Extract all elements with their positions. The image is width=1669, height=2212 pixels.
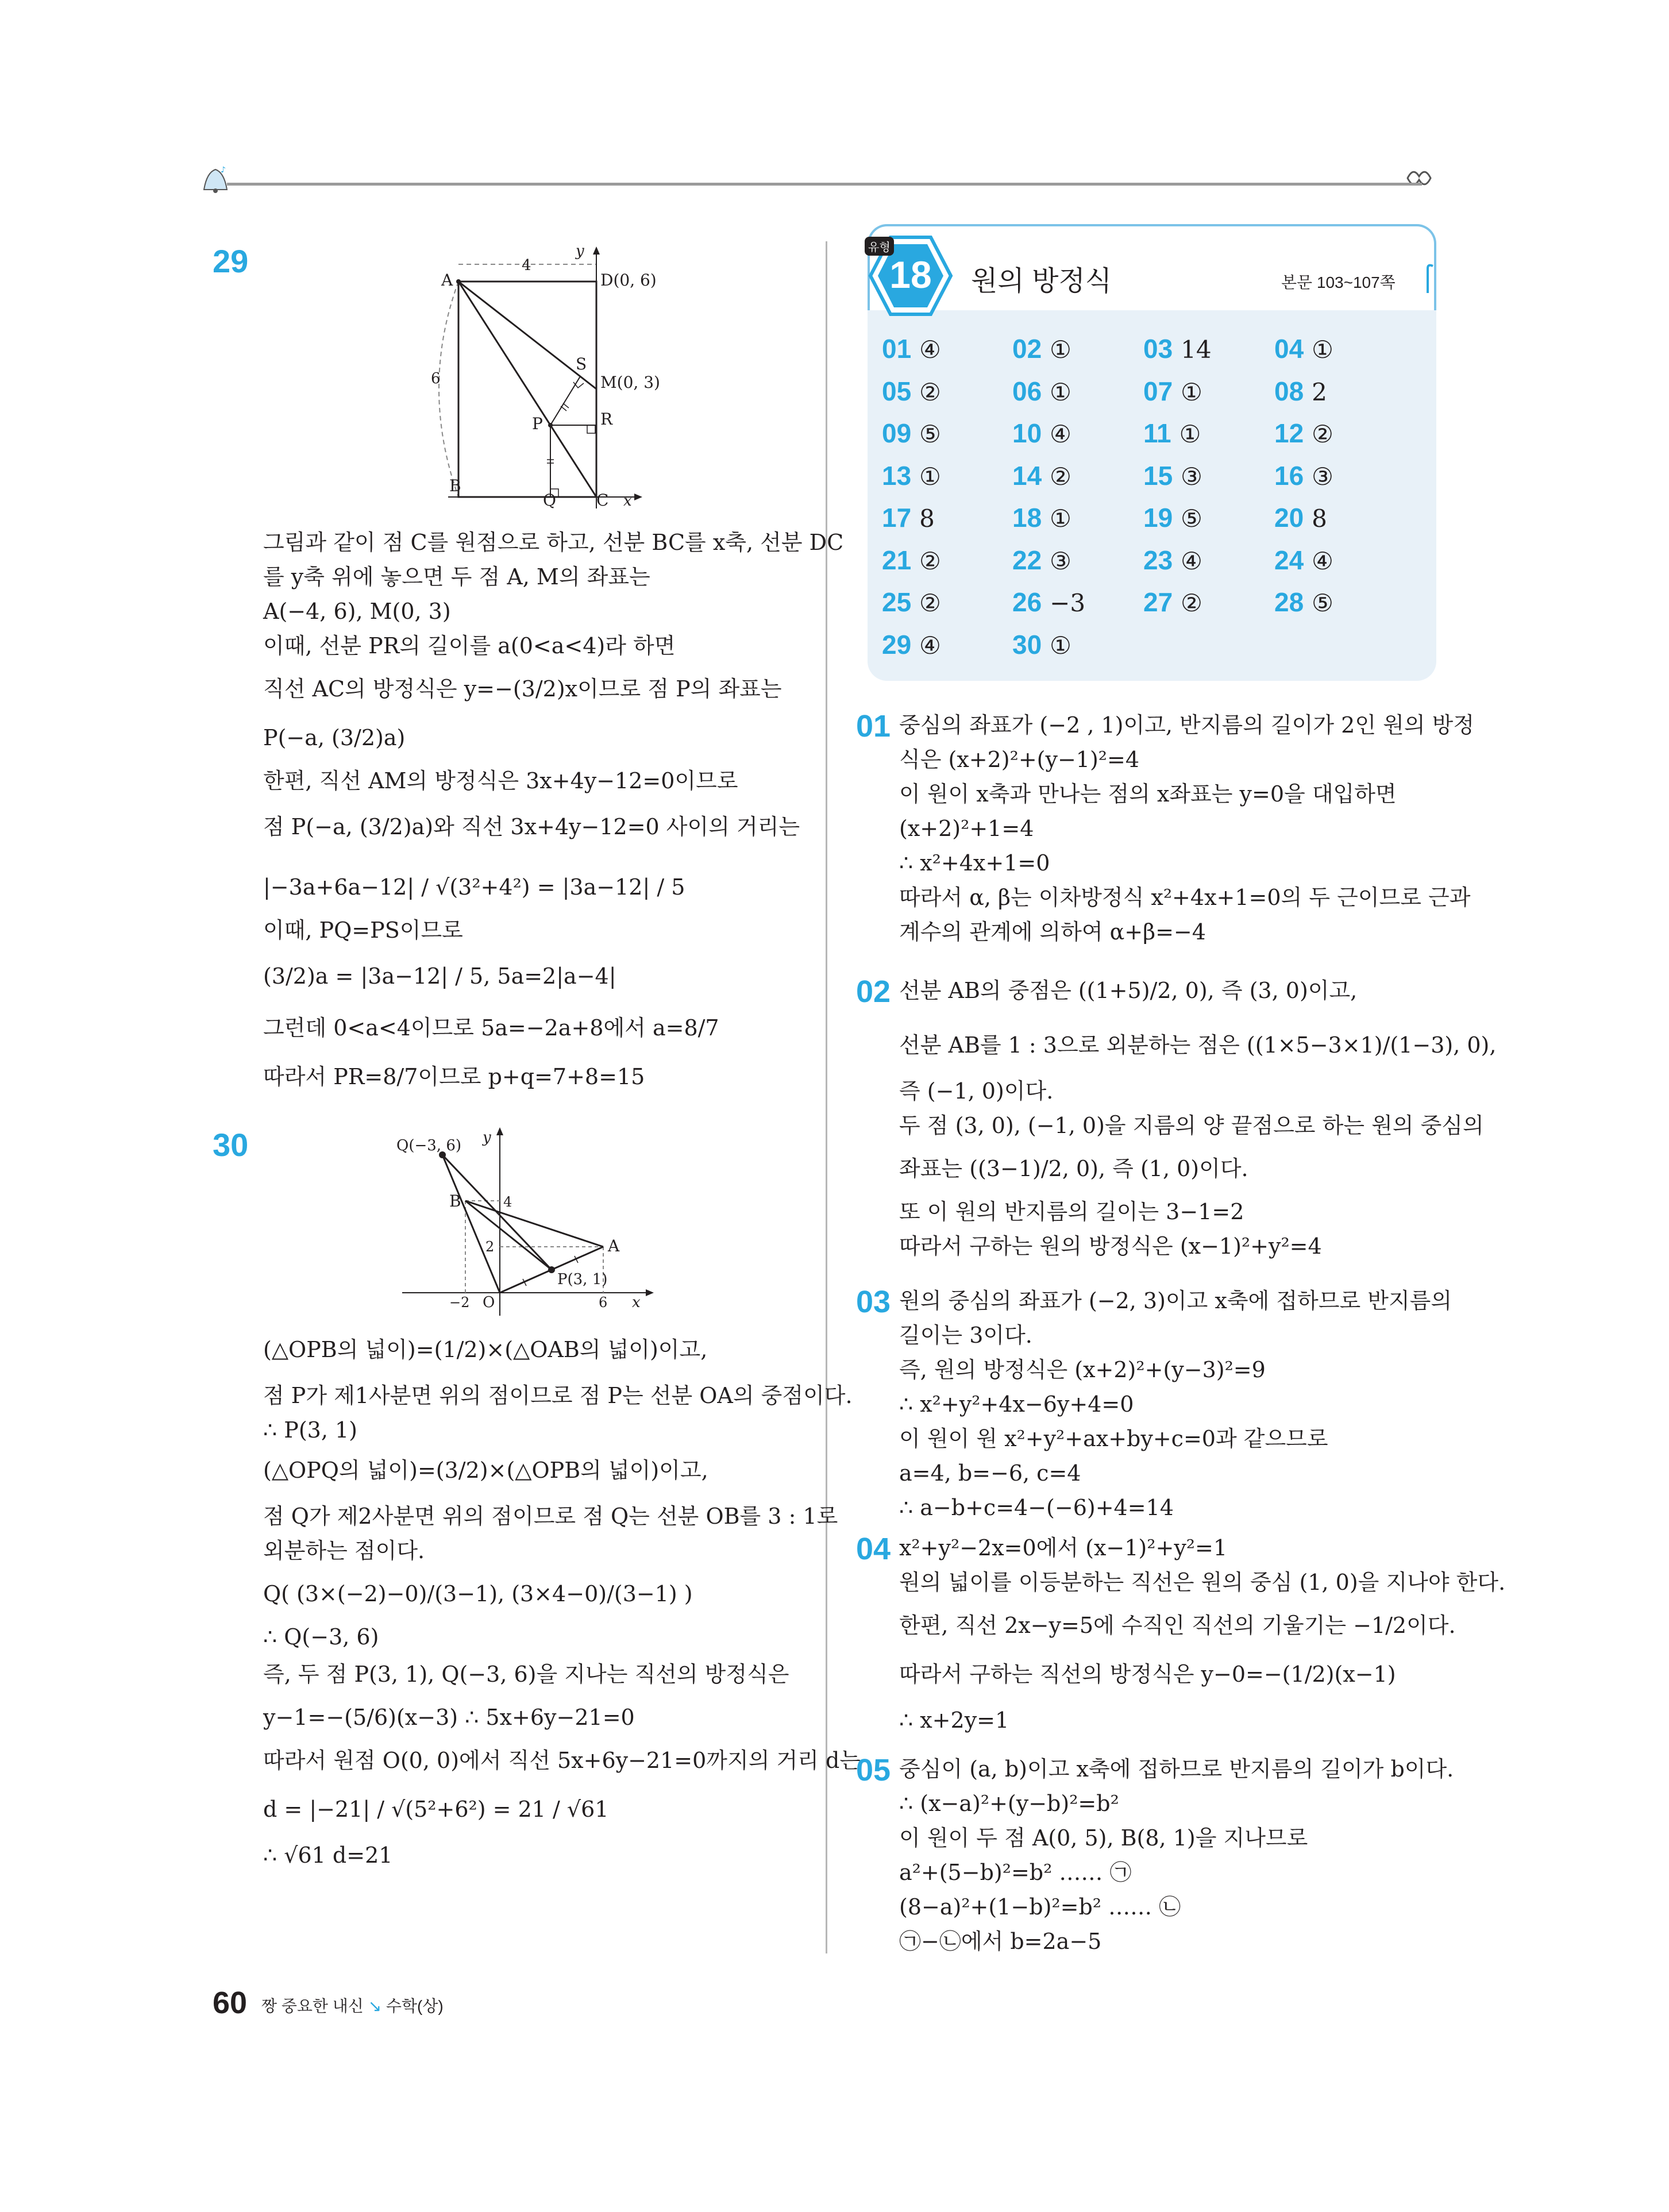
fig30-label-m2: −2	[449, 1294, 470, 1311]
answer-number: 07	[1143, 376, 1173, 406]
unit-pages: 본문 103~107쪽	[1281, 273, 1396, 291]
fig29-label-S: S	[576, 354, 587, 373]
ribbon-icon	[1402, 164, 1436, 192]
p29-line-5: P(−a, (3/2)a)	[263, 725, 406, 750]
s01-line-3: (x+2)²+1=4	[899, 816, 1034, 841]
answer-item	[1012, 629, 1071, 660]
p30-line-8: 즉, 두 점 P(3, 1), Q(−3, 6)을 지나는 직선의 방정식은	[263, 1662, 789, 1687]
answer-value: ⑤	[1181, 504, 1202, 533]
header-rule	[227, 183, 1422, 186]
answer-value: 8	[919, 504, 935, 533]
answer-value: ①	[1312, 336, 1333, 364]
answer-item	[1143, 460, 1202, 491]
fig29-label-R: R	[600, 410, 613, 429]
p30-line-12: ∴ √61 d=21	[263, 1843, 393, 1868]
answer-item	[1012, 587, 1085, 618]
fig29-label-C: C	[596, 491, 609, 508]
answer-item	[882, 418, 941, 449]
answer-value: 8	[1312, 504, 1327, 533]
solution-01-number: 01	[856, 709, 891, 743]
answer-number: 16	[1274, 460, 1304, 491]
page-number: 60	[213, 1986, 248, 2020]
answer-item	[1274, 460, 1333, 491]
answer-item	[1143, 502, 1202, 533]
s05-line-5: ㉠−㉡에서 b=2a−5	[899, 1929, 1102, 1954]
s02-line-6: 따라서 구하는 원의 방정식은 (x−1)²+y²=4	[899, 1234, 1322, 1259]
answer-value: ③	[1050, 546, 1071, 575]
p30-line-4: 점 Q가 제2사분면 위의 점이므로 점 Q는 선분 OB를 3 : 1로	[263, 1504, 838, 1529]
answer-value: ②	[1312, 420, 1333, 448]
p29-line-4: 직선 AC의 방정식은 y=−(3/2)x이므로 점 P의 좌표는	[263, 676, 782, 702]
answer-item	[1012, 333, 1071, 364]
answer-number: 14	[1012, 460, 1042, 491]
solution-05-number: 05	[856, 1753, 891, 1787]
fig30-label-2: 2	[485, 1239, 495, 1255]
answer-number: 19	[1143, 503, 1173, 533]
answer-item	[1143, 376, 1202, 407]
s03-line-0: 원의 중심의 좌표가 (−2, 3)이고 x축에 접하므로 반지름의	[899, 1288, 1452, 1313]
s01-line-6: 계수의 관계에 의하여 α+β=−4	[899, 919, 1206, 945]
p30-line-6: Q( (3×(−2)−0)/(3−1), (3×4−0)/(3−1) )	[263, 1581, 693, 1606]
answer-value: ①	[1179, 420, 1201, 448]
s04-line-2: 한편, 직선 2x−y=5에 수직인 직선의 기울기는 −1/2이다.	[899, 1613, 1456, 1638]
s02-line-5: 또 이 원의 반지름의 길이는 3−1=2	[899, 1199, 1244, 1224]
s05-line-1: ∴ (x−a)²+(y−b)²=b²	[899, 1791, 1119, 1816]
answer-number: 30	[1012, 629, 1042, 660]
fig29-label-M: M(0, 3)	[600, 373, 660, 392]
answer-number: 06	[1012, 376, 1042, 406]
s03-line-3: ∴ x²+y²+4x−6y+4=0	[899, 1392, 1134, 1417]
answer-item	[1274, 376, 1327, 407]
answer-value: ②	[919, 546, 941, 575]
figure-29	[425, 244, 678, 508]
fig30-label-P: P(3, 1)	[557, 1271, 608, 1288]
answer-item	[1012, 460, 1071, 491]
answer-item	[882, 460, 941, 491]
answer-value: ④	[1312, 546, 1333, 575]
answer-value: ④	[1050, 420, 1071, 448]
answer-value: ④	[1181, 546, 1202, 575]
answer-item	[1274, 502, 1327, 533]
fig30-label-B: B	[449, 1192, 461, 1211]
answer-value: ②	[919, 377, 941, 406]
p30-line-3: (△OPQ의 넓이)=(3/2)×(△OPB의 넓이)이고,	[263, 1458, 708, 1483]
answer-value: −3	[1050, 589, 1086, 617]
p30-line-5: 외분하는 점이다.	[263, 1538, 425, 1563]
answer-number: 05	[882, 376, 912, 406]
answer-number: 25	[882, 587, 912, 617]
answer-item	[882, 333, 941, 364]
answer-number: 12	[1274, 418, 1304, 448]
column-divider	[826, 241, 827, 1953]
unit-title: 원의 방정식	[971, 266, 1112, 296]
fig30-label-Q: Q(−3, 6)	[396, 1137, 462, 1154]
p30-line-11: d = |−21| / √(5²+6²) = 21 / √61	[263, 1797, 609, 1822]
answer-item	[882, 545, 941, 576]
p30-line-2: ∴ P(3, 1)	[263, 1417, 357, 1443]
s04-line-0: x²+y²−2x=0에서 (x−1)²+y²=1	[899, 1535, 1228, 1560]
problem-29-number: 29	[213, 243, 249, 279]
fig30-label-A: A	[608, 1236, 620, 1255]
s05-line-0: 중심이 (a, b)이고 x축에 접하므로 반지름의 길이가 b이다.	[899, 1756, 1454, 1782]
answer-value: ③	[1312, 462, 1333, 491]
fig30-label-4: 4	[503, 1194, 512, 1210]
answer-value: ①	[1181, 377, 1202, 406]
answer-value: ⑤	[919, 420, 941, 448]
s01-line-4: ∴ x²+4x+1=0	[899, 850, 1050, 876]
answer-item	[1012, 502, 1071, 533]
answer-value: ②	[1181, 589, 1202, 617]
fig29-label-B: B	[449, 476, 461, 495]
answer-number: 13	[882, 460, 912, 491]
answer-value: ①	[1050, 336, 1071, 364]
answer-value: 2	[1312, 377, 1327, 406]
p30-line-9: y−1=−(5/6)(x−3) ∴ 5x+6y−21=0	[263, 1705, 635, 1730]
answer-number: 10	[1012, 418, 1042, 448]
answer-item	[1012, 376, 1071, 407]
s01-line-0: 중심의 좌표가 (−2 , 1)이고, 반지름의 길이가 2인 원의 방정	[899, 712, 1475, 738]
s04-line-1: 원의 넓이를 이등분하는 직선은 원의 중심 (1, 0)을 지나야 한다.	[899, 1570, 1506, 1595]
s05-line-4: (8−a)²+(1−b)²=b² …… ㉡	[899, 1894, 1181, 1920]
answer-number: 20	[1274, 503, 1304, 533]
header-bar	[195, 161, 1436, 195]
s04-line-4: ∴ x+2y=1	[899, 1708, 1009, 1733]
footer-title	[261, 1994, 444, 2017]
p29-line-3: 이때, 선분 PR의 길이를 a(0<a<4)라 하면	[263, 633, 676, 658]
answer-number: 18	[1012, 503, 1042, 533]
fig29-label-Q: Q	[543, 491, 556, 508]
answer-number: 29	[882, 629, 912, 660]
answer-number: 24	[1274, 545, 1304, 575]
answer-item	[1012, 418, 1071, 449]
answer-value: ①	[1050, 504, 1071, 533]
s02-line-0: 선분 AB의 중점은 ((1+5)/2, 0), 즉 (3, 0)이고,	[899, 978, 1358, 1003]
fig29-label-D: D(0, 6)	[600, 271, 657, 290]
fig29-label-x: x	[623, 492, 632, 508]
answer-item	[1143, 545, 1202, 576]
answer-number: 01	[882, 334, 912, 364]
fig30-label-x: x	[632, 1294, 641, 1311]
answer-item	[1143, 333, 1212, 364]
p29-line-2: A(−4, 6), M(0, 3)	[263, 599, 451, 624]
s04-line-3: 따라서 구하는 직선의 방정식은 y−0=−(1/2)(x−1)	[899, 1662, 1396, 1687]
p29-line-12: 따라서 PR=8/7이므로 p+q=7+8=15	[263, 1064, 645, 1089]
solution-04-number: 04	[856, 1532, 891, 1566]
s01-line-1: 식은 (x+2)²+(y−1)²=4	[899, 747, 1140, 772]
p29-line-8: |−3a+6a−12| / √(3²+4²) = |3a−12| / 5	[263, 874, 685, 900]
answer-number: 02	[1012, 334, 1042, 364]
answer-item	[882, 629, 941, 660]
svg-text:♪: ♪	[221, 165, 226, 175]
answer-number: 09	[882, 418, 912, 448]
s01-line-2: 이 원이 x축과 만나는 점의 x좌표는 y=0을 대입하면	[899, 781, 1397, 807]
answer-value: ①	[1050, 631, 1071, 660]
answer-number: 04	[1274, 334, 1304, 364]
fig29-label-y: y	[576, 244, 584, 260]
answer-item	[1274, 545, 1333, 576]
problem-30-number: 30	[213, 1127, 249, 1163]
p29-line-0: 그림과 같이 점 C를 원점으로 하고, 선분 BC를 x축, 선분 DC	[263, 530, 844, 555]
answer-number: 03	[1143, 334, 1173, 364]
s03-line-5: a=4, b=−6, c=4	[899, 1460, 1081, 1486]
answer-number: 23	[1143, 545, 1173, 575]
answer-value: 14	[1181, 336, 1212, 364]
p29-line-7: 점 P(−a, (3/2)a)와 직선 3x+4y−12=0 사이의 거리는	[263, 814, 800, 839]
p29-line-9: 이때, PQ=PS이므로	[263, 918, 463, 943]
p30-line-1: 점 P가 제1사분면 위의 점이므로 점 P는 선분 OA의 중점이다.	[263, 1383, 853, 1408]
s03-line-6: ∴ a−b+c=4−(−6)+4=14	[899, 1495, 1174, 1520]
fig30-label-6: 6	[599, 1294, 608, 1311]
unit-badge-label: 유형	[865, 237, 894, 256]
answer-value: ⑤	[1312, 589, 1333, 617]
footer-title-a: 짱 중요한 내신	[261, 1997, 364, 2015]
p29-line-10: (3/2)a = |3a−12| / 5, 5a=2|a−4|	[263, 964, 616, 989]
figure-30	[396, 1126, 666, 1316]
p29-line-1: 를 y축 위에 놓으면 두 점 A, M의 좌표는	[263, 564, 650, 589]
answer-number: 11	[1143, 418, 1171, 448]
footer-title-b: 수학(상)	[386, 1997, 444, 2015]
s02-line-1: 선분 AB를 1 : 3으로 외분하는 점은 ((1×5−3×1)/(1−3), 0),	[899, 1032, 1497, 1058]
fig29-label-top: 4	[522, 257, 531, 274]
s05-line-2: 이 원이 두 점 A(0, 5), B(8, 1)을 지나므로	[899, 1825, 1308, 1851]
s02-line-3: 두 점 (3, 0), (−1, 0)을 지름의 양 끝점으로 하는 원의 중심의	[899, 1113, 1484, 1138]
answer-item	[1274, 333, 1333, 364]
s03-line-4: 이 원이 원 x²+y²+ax+by+c=0과 같으므로	[899, 1426, 1328, 1451]
bell-icon	[195, 161, 236, 195]
answer-value: ①	[1050, 377, 1071, 406]
s03-line-1: 길이는 3이다.	[899, 1323, 1032, 1348]
answer-value: ④	[919, 631, 941, 660]
answer-item	[1274, 587, 1333, 618]
footer-arrow-icon: ↘	[368, 1997, 382, 2015]
answer-item	[1143, 587, 1202, 618]
fig29-label-P: P	[532, 414, 543, 433]
answer-item	[1143, 418, 1201, 449]
answer-number: 22	[1012, 545, 1042, 575]
solution-03-number: 03	[856, 1285, 891, 1319]
fig29-label-A: A	[441, 271, 453, 290]
answer-number: 21	[882, 545, 912, 575]
answer-item	[882, 502, 935, 533]
answer-value: ②	[919, 589, 941, 617]
p29-line-6: 한편, 직선 AM의 방정식은 3x+4y−12=0이므로	[263, 768, 738, 793]
fig30-label-O: O	[483, 1294, 495, 1311]
answer-value: ④	[919, 336, 941, 364]
answer-item	[1274, 418, 1333, 449]
answer-item	[882, 587, 941, 618]
solution-02-number: 02	[856, 974, 891, 1009]
answer-number: 15	[1143, 460, 1173, 491]
s02-line-2: 즉 (−1, 0)이다.	[899, 1078, 1054, 1104]
fig30-label-y: y	[483, 1129, 491, 1146]
p30-line-0: (△OPB의 넓이)=(1/2)×(△OAB의 넓이)이고,	[263, 1337, 708, 1362]
answer-number: 27	[1143, 587, 1173, 617]
fig29-label-side: 6	[431, 370, 441, 387]
answer-number: 28	[1274, 587, 1304, 617]
answer-number: 08	[1274, 376, 1304, 406]
answer-number: 26	[1012, 587, 1042, 617]
answer-item	[882, 376, 941, 407]
answer-number: 17	[882, 503, 912, 533]
s05-line-3: a²+(5−b)²=b² …… ㉠	[899, 1860, 1132, 1885]
answer-value: ②	[1050, 462, 1071, 491]
header-curl-icon	[1419, 261, 1436, 296]
answer-value: ③	[1181, 462, 1202, 491]
p30-line-7: ∴ Q(−3, 6)	[263, 1624, 379, 1650]
answer-value: ①	[919, 462, 941, 491]
s01-line-5: 따라서 α, β는 이차방정식 x²+4x+1=0의 두 근이므로 근과	[899, 885, 1471, 910]
s02-line-4: 좌표는 ((3−1)/2, 0), 즉 (1, 0)이다.	[899, 1156, 1248, 1181]
p29-line-11: 그런데 0<a<4이므로 5a=−2a+8에서 a=8/7	[263, 1015, 719, 1041]
answer-item	[1012, 545, 1071, 576]
unit-number: 18	[889, 253, 932, 296]
s03-line-2: 즉, 원의 방정식은 (x+2)²+(y−3)²=9	[899, 1357, 1266, 1382]
p30-line-10: 따라서 원점 O(0, 0)에서 직선 5x+6y−21=0까지의 거리 d는	[263, 1748, 861, 1773]
